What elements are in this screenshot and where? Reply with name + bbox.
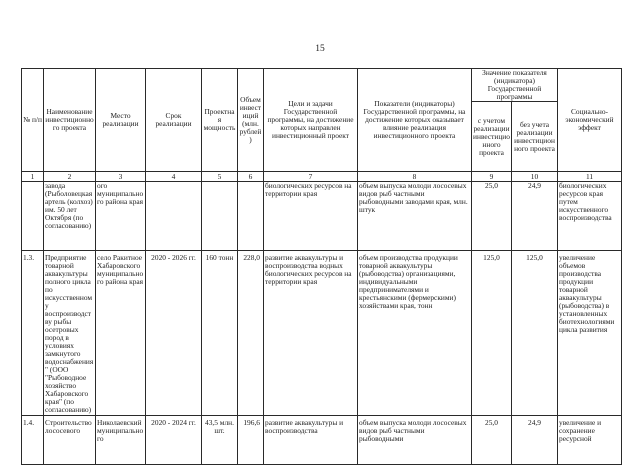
header-capacity: Проектная мощность [202, 69, 238, 172]
cell-no: 1.4. [22, 416, 44, 465]
cell-place: Николаевский муниципального [96, 416, 146, 465]
column-number: 2 [44, 172, 96, 182]
cell-indicators: объем выпуска молоди лососевых видов рыб частными рыбоводными [358, 416, 472, 465]
header-place: Место реализации [96, 69, 146, 172]
cell-project-name: Предприятие товарной аквакультуры полного цикла по искусственному воспроизводству рыбы осетровых пород в условиях замкнутого водоснабжения" (ООО "Рыбоводное хозяйство Хабаровского края" (по согласованию) [44, 251, 96, 416]
header-term: Срок реализации [146, 69, 202, 172]
header-project-name: Наименование инвестиционного проекта [44, 69, 96, 172]
cell-no: 1.3. [22, 251, 44, 416]
cell-no [22, 182, 44, 251]
cell-goals: развитие аквакультуры и воспроизводства [264, 416, 358, 465]
cell-without-project: 24,9 [512, 182, 558, 251]
cell-effect: биологических ресурсов края путем искусственного воспроизводства [558, 182, 622, 251]
investment-projects-table [21, 68, 622, 465]
cell-capacity: 43,5 млн. шт. [202, 416, 238, 465]
cell-place: ого муниципального района края [96, 182, 146, 251]
cell-investment-volume: 196,6 [238, 416, 264, 465]
column-number: 10 [512, 172, 558, 182]
cell-effect: увеличение объемов производства продукции товарной аквакультуры (рыбоводства) в установленных биотехнологиями цикла развития [558, 251, 622, 416]
header-indicators: Показатели (индикаторы) Государственной программы, на достижение которых оказывает влияние реализация инвестиционного проекта [358, 69, 472, 172]
cell-with-project: 25,0 [472, 416, 512, 465]
header-no: № п/п [22, 69, 44, 172]
cell-investment-volume [238, 182, 264, 251]
column-number-row [22, 172, 622, 182]
cell-with-project: 25,0 [472, 182, 512, 251]
table-row [22, 251, 622, 416]
cell-without-project: 24,9 [512, 416, 558, 465]
cell-indicators: объем выпуска молоди лососевых видов рыб частными рыбоводными заводами края, млн. штук [358, 182, 472, 251]
column-number: 1 [22, 172, 44, 182]
cell-project-name: завода (Рыболовецкая артель (колхоз) им. 50 лет Октября (по согласованию) [44, 182, 96, 251]
column-number: 8 [358, 172, 472, 182]
cell-project-name: Строительство лососевого [44, 416, 96, 465]
column-number: 11 [558, 172, 622, 182]
cell-capacity: 160 тонн [202, 251, 238, 416]
column-number: 9 [472, 172, 512, 182]
header-without-project: без учета реализации инвестиционного проекта [512, 102, 558, 172]
column-number: 3 [96, 172, 146, 182]
column-number: 4 [146, 172, 202, 182]
header-goals: Цели и задачи Государственной программы, на достижение которых направлен инвестиционный проект [264, 69, 358, 172]
cell-without-project: 125,0 [512, 251, 558, 416]
cell-indicators: объем производства продукции товарной аквакультуры (рыбоводства) организациями, индивидуальными предпринимателями и крестьянскими (фермерскими) хозяйствами края, тонн [358, 251, 472, 416]
header-with-project: с учетом реализации инвестиционного проекта [472, 102, 512, 172]
column-number: 6 [238, 172, 264, 182]
cell-term: 2020 - 2024 гг. [146, 416, 202, 465]
table-row [22, 182, 622, 251]
table-row [22, 416, 622, 465]
cell-investment-volume: 228,0 [238, 251, 264, 416]
column-number: 5 [202, 172, 238, 182]
header-row [22, 69, 622, 102]
page-number: 15 [315, 44, 325, 54]
cell-term [146, 182, 202, 251]
cell-goals: биологических ресурсов на территории края [264, 182, 358, 251]
column-number: 7 [264, 172, 358, 182]
cell-capacity [202, 182, 238, 251]
cell-term: 2020 - 2026 гг. [146, 251, 202, 416]
cell-place: село Ракитное Хабаровского муниципального района края [96, 251, 146, 416]
cell-effect: увеличение и сохранение ресурсной [558, 416, 622, 465]
header-investment-volume: Объем инвестиций (млн. рублей) [238, 69, 264, 172]
header-indicator-value-group: Значение показателя (индикатора) Государственной программы [472, 69, 558, 102]
cell-goals: развитие аквакультуры и воспроизводства водных биологических ресурсов на территории края [264, 251, 358, 416]
cell-with-project: 125,0 [472, 251, 512, 416]
header-socioeconomic-effect: Социально-экономический эффект [558, 69, 622, 172]
